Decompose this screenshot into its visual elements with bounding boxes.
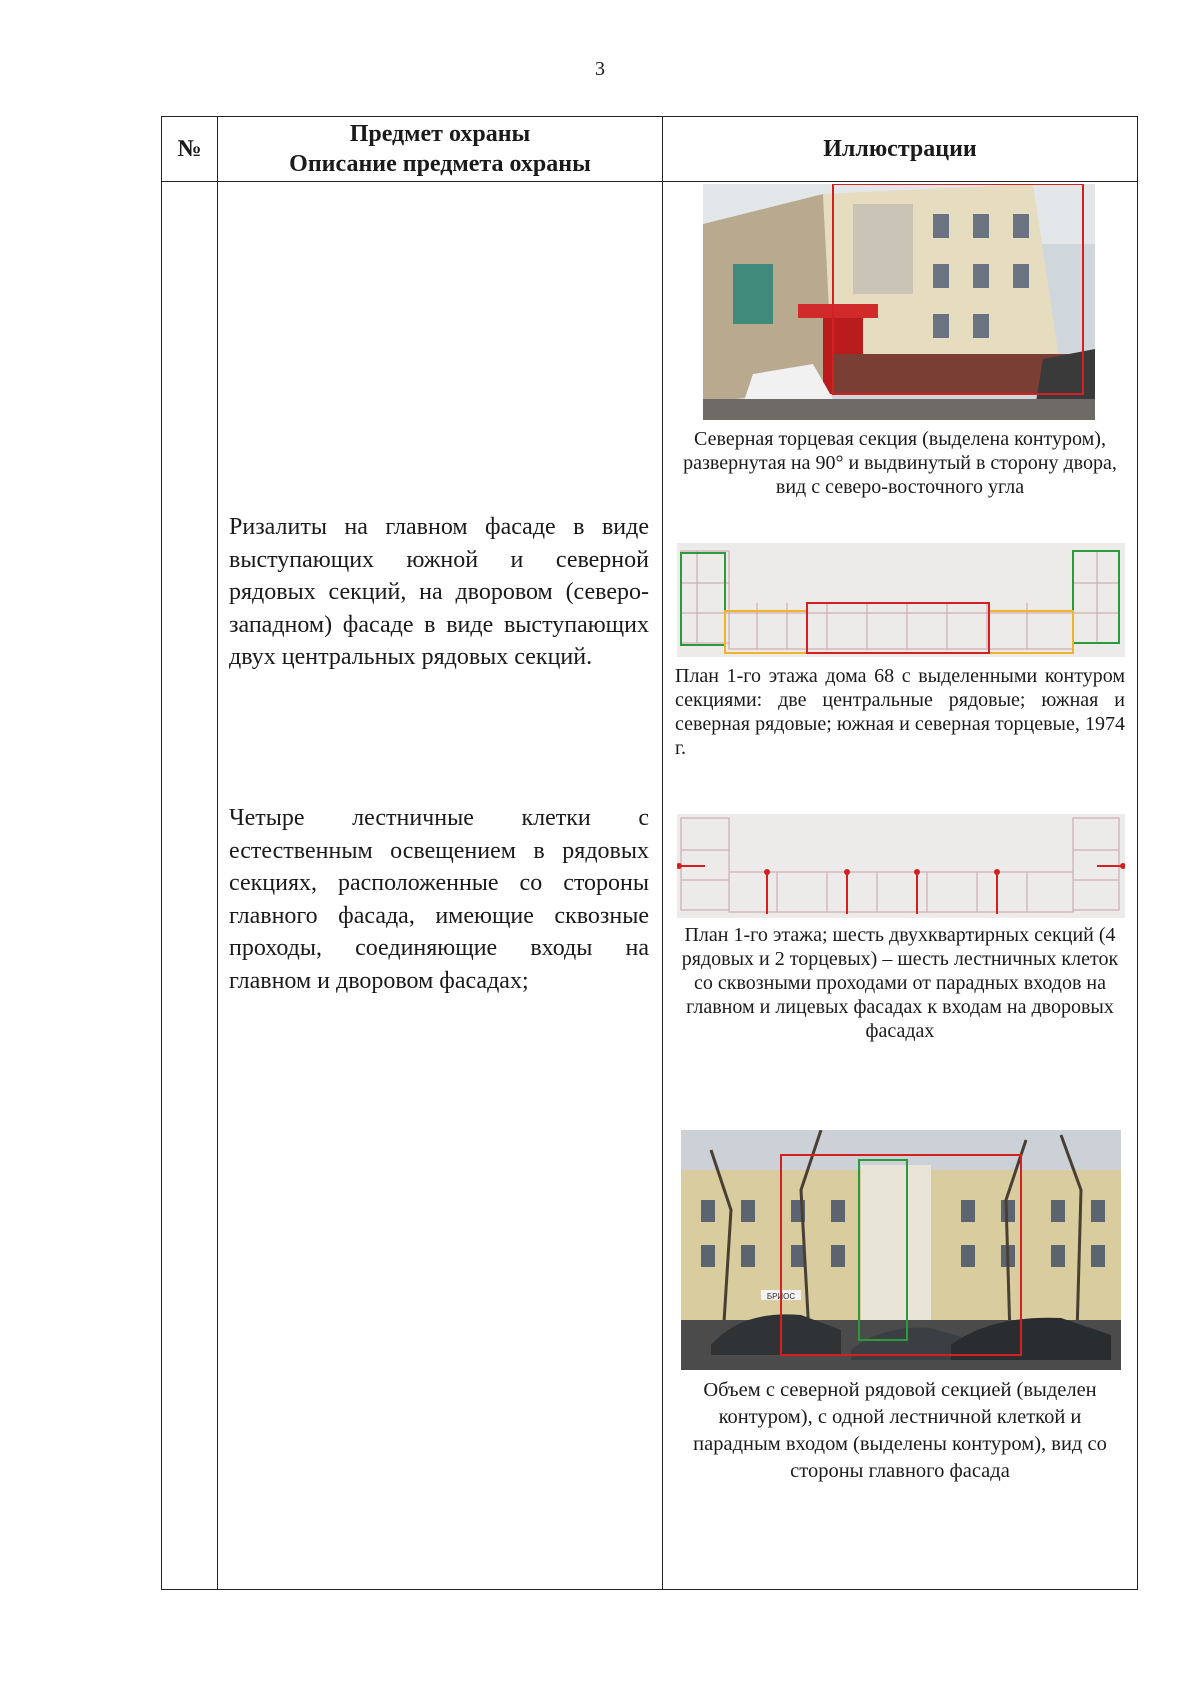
table-body-row [162, 182, 1138, 1590]
photo-main-facade [681, 1130, 1121, 1370]
plan-first-floor-staircases-image [677, 814, 1125, 918]
header-subject [218, 117, 663, 182]
header-subject-description: Описание предмета охраны [289, 151, 591, 177]
number-cell [162, 182, 218, 1590]
description-staircases: Четыре лестничные клетки с естественным освещением в рядовых секциях, расположенные со стороны главного фасада, имеющие сквозные проходы, соединяющие входы на главном и дворовом фасадах; [229, 805, 649, 994]
header-number: № [162, 117, 218, 182]
header-subject-title: Предмет охраны [349, 121, 531, 147]
description-cell [218, 182, 663, 1590]
photo-main-facade-image [681, 1130, 1121, 1370]
protection-table [161, 116, 1138, 1590]
photo-north-end-section-image [703, 184, 1095, 420]
caption-main-facade: Объем с северной рядовой секцией (выделен контуром), с одной лестничной клеткой и парадным входом (выделены контуром), вид со стороны главного фасада [693, 1379, 1107, 1482]
table-header-row [162, 117, 1138, 182]
description-risalits: Ризалиты на главном фасаде в виде выступающих южной и северной рядовых секций, на дворовом (северо-западном) фасаде в виде выступающих двух центральных рядовых секций. [229, 514, 649, 670]
shop-sign: БРИОС [766, 1292, 796, 1301]
illustrations-cell [663, 182, 1138, 1590]
caption-plan-staircases: План 1-го этажа; шесть двухквартирных секций (4 рядовых и 2 торцевых) – шесть лестничных клеток со сквозными проходами от парадных входов на главном и лицевых фасадах к входам на дворовых фасадах [681, 924, 1119, 1042]
caption-plan-1974: План 1-го этажа дома 68 с выделенными контуром секциями: две центральные рядовые; южная и северная рядовые; южная и северная торцевые, 1974 г. [675, 665, 1125, 759]
header-illustrations: Иллюстрации [663, 117, 1138, 182]
caption-north-end-section: Северная торцевая секция (выделена контуром), развернутая на 90° и выдвинутый в сторону двора, вид с северо-восточного угла [683, 428, 1117, 498]
photo-north-end-section [703, 184, 1095, 420]
page-number: 3 [595, 58, 605, 80]
plan-first-floor-1974-image [677, 543, 1125, 657]
plan-first-floor-staircases [677, 814, 1125, 918]
plan-first-floor-1974 [677, 543, 1125, 657]
